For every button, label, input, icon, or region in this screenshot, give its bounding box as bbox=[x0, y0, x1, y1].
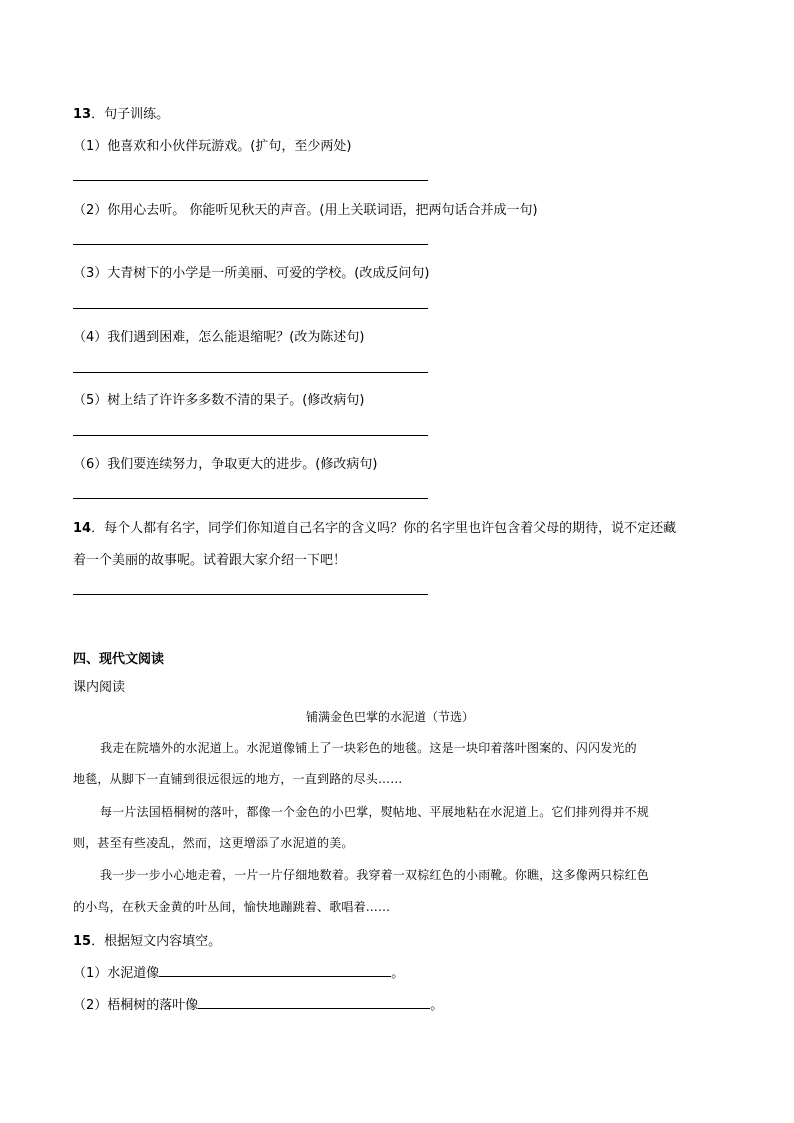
q13-item-1: （1）他喜欢和小伙伴玩游戏。(扩句，至少两处) bbox=[73, 139, 352, 154]
q13-item-2: （2）你用心去听。 你能听见秋天的声音。(用上关联词语，把两句话合并成一句) bbox=[73, 203, 538, 218]
q15-item-2 bbox=[73, 994, 443, 1013]
q15-item-1-suffix: 。 bbox=[391, 966, 405, 981]
q13-item-5: （5）树上结了许许多多数不清的果子。(修改病句) bbox=[73, 393, 365, 408]
answer-line-6[interactable] bbox=[73, 498, 428, 499]
q15-number: 15 bbox=[73, 934, 92, 949]
q15-blank-2[interactable] bbox=[198, 995, 430, 1009]
answer-line-4[interactable] bbox=[73, 372, 428, 373]
passage-p3-line-2: 的小鸟，在秋天金黄的叶丛间，愉快地蹦跳着、歌唱着…… bbox=[73, 900, 391, 914]
passage-p2-line-2: 则，甚至有些凌乱，然而，这更增添了水泥道的美。 bbox=[73, 836, 354, 850]
q15-heading bbox=[73, 930, 221, 949]
q13-item-6: （6）我们要连续努力，争取更大的进步。(修改病句) bbox=[73, 457, 378, 472]
section-heading: 四、现代文阅读 bbox=[73, 652, 165, 667]
answer-line-1[interactable] bbox=[73, 180, 428, 181]
passage-p1-line-1: 我走在院墙外的水泥道上。水泥道像铺上了一块彩色的地毯。这是一块印着落叶图案的、闪闪发光的 bbox=[100, 741, 637, 755]
q13-item-3: （3）大青树下的小学是一所美丽、可爱的学校。(改成反问句) bbox=[73, 266, 430, 281]
q13-number: 13 bbox=[73, 107, 92, 122]
passage-p2-line-1: 每一片法国梧桐树的落叶，都像一个金色的小巴掌，熨帖地、平展地粘在水泥道上。它们排列得并不规 bbox=[100, 805, 650, 819]
passage-title: 铺满金色巴掌的水泥道（节选） bbox=[306, 710, 475, 724]
q13-title: ．句子训练。 bbox=[91, 107, 170, 122]
q15-item-2-suffix: 。 bbox=[430, 998, 444, 1013]
section-subheading: 课内阅读 bbox=[73, 680, 126, 695]
q14-number: 14 bbox=[73, 521, 92, 536]
answer-line-q14[interactable] bbox=[73, 594, 428, 595]
answer-line-3[interactable] bbox=[73, 308, 428, 309]
q15-item-1-prefix: （1）水泥道像 bbox=[73, 966, 160, 981]
q13-item-4: （4）我们遇到困难，怎么能退缩呢？(改为陈述句) bbox=[73, 330, 365, 345]
q15-blank-1[interactable] bbox=[159, 963, 391, 977]
q15-item-1 bbox=[73, 962, 404, 981]
answer-line-2[interactable] bbox=[73, 244, 428, 245]
q13-heading bbox=[73, 103, 169, 122]
q14-text-1: ．每个人都有名字，同学们你知道自己名字的含义吗？你的名字里也许包含着父母的期待，说不定还藏 bbox=[91, 521, 677, 536]
answer-line-5[interactable] bbox=[73, 435, 428, 436]
passage-p3-line-1: 我一步一步小心地走着，一片一片仔细地数着。我穿着一双棕红色的小雨靴。你瞧，这多像两只棕红色 bbox=[100, 868, 650, 882]
q14-line-2: 着一个美丽的故事呢。试着跟大家介绍一下吧！ bbox=[73, 553, 347, 568]
q15-title: ．根据短文内容填空。 bbox=[91, 934, 222, 949]
q14-line-1 bbox=[73, 517, 676, 536]
passage-p1-line-2: 地毯，从脚下一直铺到很远很远的地方，一直到路的尽头…… bbox=[73, 772, 403, 786]
q15-item-2-prefix: （2）梧桐树的落叶像 bbox=[73, 998, 199, 1013]
